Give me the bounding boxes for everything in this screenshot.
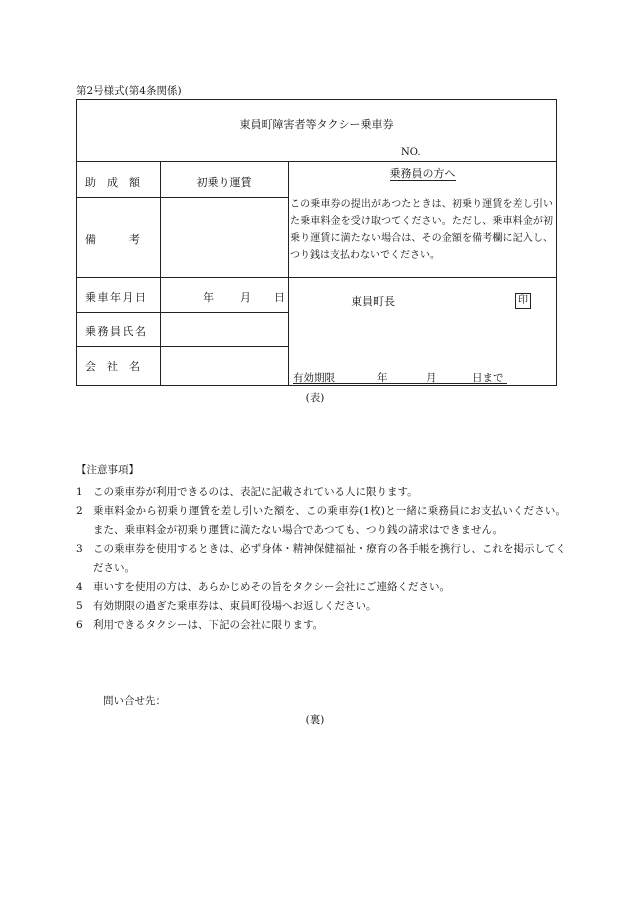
ride-date-month: 月 (240, 291, 251, 304)
company-name-label: 会 社 名 (85, 360, 140, 373)
divider (288, 161, 289, 385)
note-item: 5 有効期限の過ぎた乗車券は、東員町役場へお返しください。 (76, 600, 377, 612)
validity-label: 有効期限 (293, 372, 335, 384)
ticket-number-label: NO. (401, 147, 421, 158)
remarks-label: 備 考 (85, 233, 140, 246)
validity-year: 年 (377, 372, 388, 384)
validity-line (293, 370, 507, 383)
divider (77, 161, 556, 162)
subsidy-amount-label: 助 成 額 (85, 176, 140, 189)
note-item: 2 乗車料金から初乗り運賃を差し引いた額を、この乗車券(1枚)と一緒に乗務員にお支払いください。また、乗車料金が初乗り運賃に満たない場合であつても、つり銭の請求はできません。 (76, 505, 566, 536)
seal-mark: 印 (515, 293, 531, 309)
divider (160, 161, 161, 385)
contact-label: 問い合せ先： (103, 695, 166, 707)
notes-heading: 【注意事項】 (76, 464, 139, 476)
divider (77, 312, 288, 313)
ride-date-year: 年 (203, 291, 214, 304)
taxi-ticket-form (76, 99, 557, 386)
note-item: 3 この乗車券を使用するときは、必ず身体・精神保健福祉・療育の各手帳を携行し、これを掲示してください。 (76, 543, 566, 574)
front-side-caption: (表) (305, 392, 325, 404)
crew-notice-body: この乗車券の提出があつたときは、初乗り運賃を差し引いた乗車料金を受け取つてください。ただし、乗車料金が初乗り運賃に満たない場合は、その金額を備考欄に記入し、つり銭は支払わないでください。 (290, 199, 553, 261)
back-side-caption: (裏) (305, 714, 325, 726)
crew-notice-heading: 乗務員の方へ (389, 167, 456, 180)
validity-underline (293, 383, 507, 384)
ride-date-day: 日 (274, 291, 285, 304)
validity-day: 日まで (472, 372, 504, 384)
note-item: 1 この乗車券が利用できるのは、表記に記載されている人に限ります。 (76, 486, 418, 498)
ride-date-label: 乗車年月日 (85, 291, 148, 304)
note-item: 6 利用できるタクシーは、下記の会社に限ります。 (76, 619, 324, 631)
divider (77, 277, 556, 278)
issuer-title: 東員町長 (351, 295, 395, 308)
form-number-label: 第2号様式(第4条関係) (76, 85, 182, 97)
subsidy-amount-value: 初乗り運賃 (196, 176, 252, 189)
divider (77, 197, 288, 198)
notes-section (76, 462, 566, 635)
validity-month: 月 (426, 372, 437, 384)
note-item: 4 車いすを使用の方は、あらかじめその旨をタクシー会社にご連絡ください。 (76, 581, 450, 593)
ticket-title: 東員町障害者等タクシー乗車券 (239, 118, 394, 131)
crew-name-label: 乗務員氏名 (85, 325, 148, 338)
divider (77, 346, 288, 347)
